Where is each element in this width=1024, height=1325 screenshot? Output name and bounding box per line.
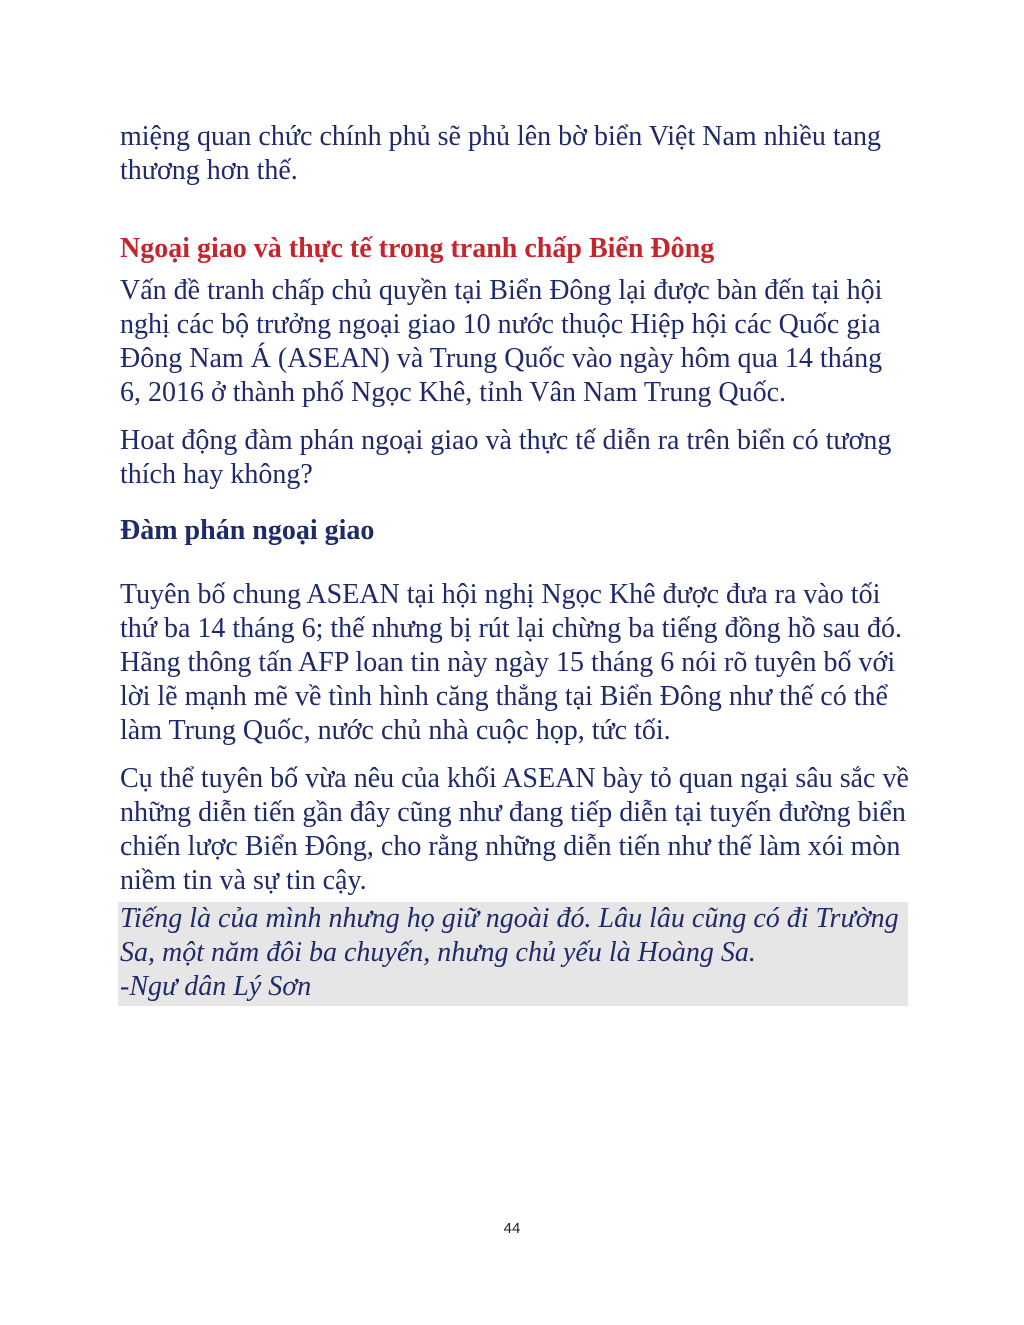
paragraph-1: Vấn đề tranh chấp chủ quyền tại Biển Đông lại được bàn đến tại hội nghị các bộ trưởng ngoại giao 10 nước thuộc Hiệp hội các Quốc gia Đông Nam Á (ASEAN) và Trung Quốc vào ngày hôm qua 14 tháng 6, 2016 ở thành phố Ngọc Khê, tỉnh Vân Nam Trung Quốc. bbox=[120, 275, 883, 408]
paragraph-2: Hoat động đàm phán ngoại giao và thực tế diễn ra trên biển có tương thích hay không? bbox=[120, 425, 892, 490]
paragraph-4: Cụ thể tuyên bố vừa nêu của khối ASEAN bày tỏ quan ngại sâu sắc về những diễn tiến gần đây cũng như đang tiếp diễn tại tuyến đường biển chiến lược Biển Đông, cho rằng những diễn tiến như thế làm xói mòn niềm tin và sự tin cậy. bbox=[120, 763, 909, 896]
subheading: Đàm phán ngoại giao bbox=[120, 515, 375, 546]
paragraph-3: Tuyên bố chung ASEAN tại hội nghị Ngọc Khê được đưa ra vào tối thứ ba 14 tháng 6; thế nhưng bị rút lại chừng ba tiếng đồng hồ sau đó. Hãng thông tấn AFP loan tin này ngày 15 tháng 6 nói rõ tuyên bố với lời lẽ mạnh mẽ về tình hình căng thẳng tại Biển Đông như thế có thể làm Trung Quốc, nước chủ nhà cuộc họp, tức tối. bbox=[120, 579, 902, 746]
page-number: 44 bbox=[503, 1220, 521, 1237]
quote-author: -Ngư dân Lý Sơn bbox=[120, 971, 312, 1002]
document-page bbox=[120, 120, 910, 1006]
quote-box bbox=[118, 902, 908, 1006]
section-heading: Ngoại giao và thực tế trong tranh chấp Biển Đông bbox=[120, 233, 715, 264]
intro-paragraph: miệng quan chức chính phủ sẽ phủ lên bờ biển Việt Nam nhiều tang thương hơn thế. bbox=[120, 121, 882, 186]
quote-text: Tiếng là của mình nhưng họ giữ ngoài đó. Lâu lâu cũng có đi Trường Sa, một năm đôi ba chuyến, nhưng chủ yếu là Hoàng Sa. bbox=[120, 903, 899, 968]
